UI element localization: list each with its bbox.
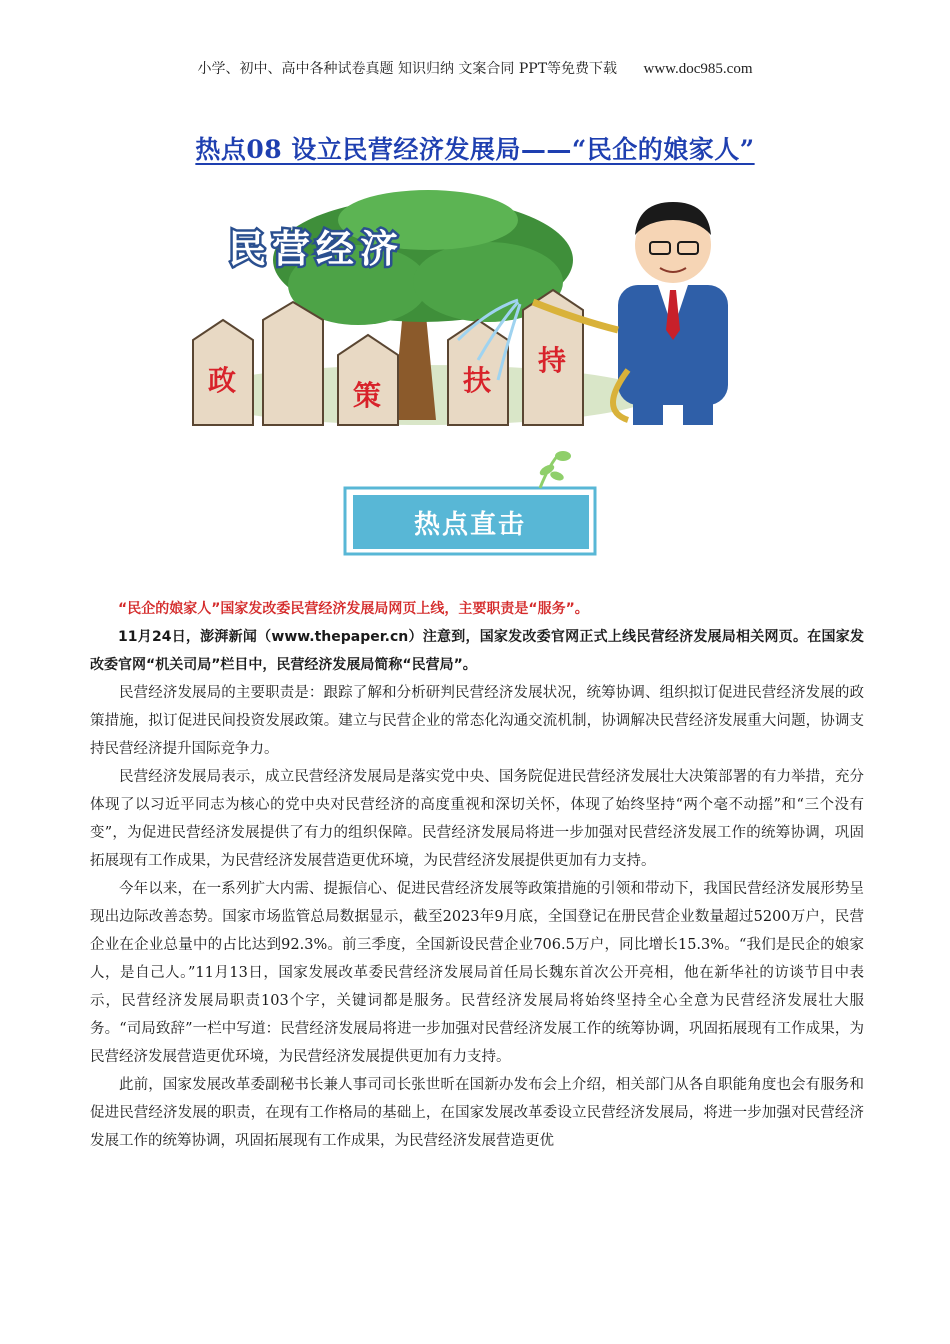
lead-bold-paragraph: 11月24日，澎湃新闻（www.thepaper.cn）注意到，国家发改委官网正式上线民营经济发展局相关网页。在国家发改委官网“机关司局”栏目中，民营经济发展局简称“民营局”。: [90, 629, 864, 673]
banner-label: 热点直击: [413, 510, 527, 540]
fence-char-1: 政: [208, 364, 237, 397]
tree-label: 民营经济: [228, 227, 405, 271]
paragraph-statistics: 今年以来，在一系列扩大内需、提振信心、促进民营经济发展等政策措施的引领和带动下，我国民营经济发展形势呈现出边际改善态势。国家市场监管总局数据显示，截至2023年9月底，全国登记在册民营企业数量超过5200万户，民营企业在企业总量中的占比达到92.3%。前三季度，全国新设民营企业706.5万户，同比增长15.3%。“我们是民企的娘家人，是自己人。”11月13日，国家发展改革委民营经济发展局首任局长魏东首次公开亮相，他在新华社的访谈节目中表示，民营经济发展局职责103个字，关键词都是服务。民营经济发展局将始终坚持全心全意为民营经济发展壮大服务。“司局致辞”一栏中写道：民营经济发展局将进一步加强对民营经济发展工作的统筹协调，巩固拓展现有工作成果，为民营经济发展营造更优环境，为民营经济发展提供更加有力支持。: [90, 881, 864, 1065]
paragraph-statement: 民营经济发展局表示，成立民营经济发展局是落实党中央、国务院促进民营经济发展壮大决策部署的有力举措，充分体现了以习近平同志为核心的党中央对民营经济的高度重视和深切关怀，体现了始终坚持“两个毫不动摇”和“三个没有变”，为促进民营经济发展提供了有力的组织保障。民营经济发展局将进一步加强对民营经济发展工作的统筹协调，巩固拓展现有工作成果，为民营经济发展营造更优环境，为民营经济发展提供更加有力支持。: [90, 769, 864, 869]
paragraph-duties: 民营经济发展局的主要职责是：跟踪了解和分析研判民营经济发展状况，统筹协调、组织拟订促进民营经济发展的政策措施，拟订促进民间投资发展政策。建立与民营企业的常态化沟通交流机制，协调解决民营经济发展重大问题，协调支持民营经济提升国际竞争力。: [90, 685, 864, 757]
page-title: 热点08 设立民营经济发展局——“民企的娘家人”: [195, 135, 755, 164]
fence-char-2: 策: [353, 379, 382, 412]
lead-red-paragraph: “民企的娘家人”国家发改委民营经济发展局网页上线，主要职责是“服务”。: [118, 601, 589, 617]
policy-support-illustration: [188, 190, 768, 430]
article-body: [90, 595, 864, 1155]
paragraph-background: 此前，国家发展改革委副秘书长兼人事司司长张世昕在国新办发布会上介绍，相关部门从各自职能角度也会有服务和促进民营经济发展的职责，在现有工作格局的基础上，在国家发展改革委设立民营经济发展局，将进一步加强对民营经济发展工作的统筹协调，巩固拓展现有工作成果，为民营经济发展营造更优: [90, 1077, 864, 1149]
fence-char-3: 扶: [463, 364, 492, 397]
page-header: [0, 58, 950, 78]
header-site: www.doc985.com: [643, 61, 753, 77]
hot-topic-banner: [335, 448, 605, 560]
header-text: 小学、初中、高中各种试卷真题 知识归纳 文案合同 PPT等免费下载: [197, 61, 618, 77]
fence-char-4: 持: [538, 344, 567, 377]
